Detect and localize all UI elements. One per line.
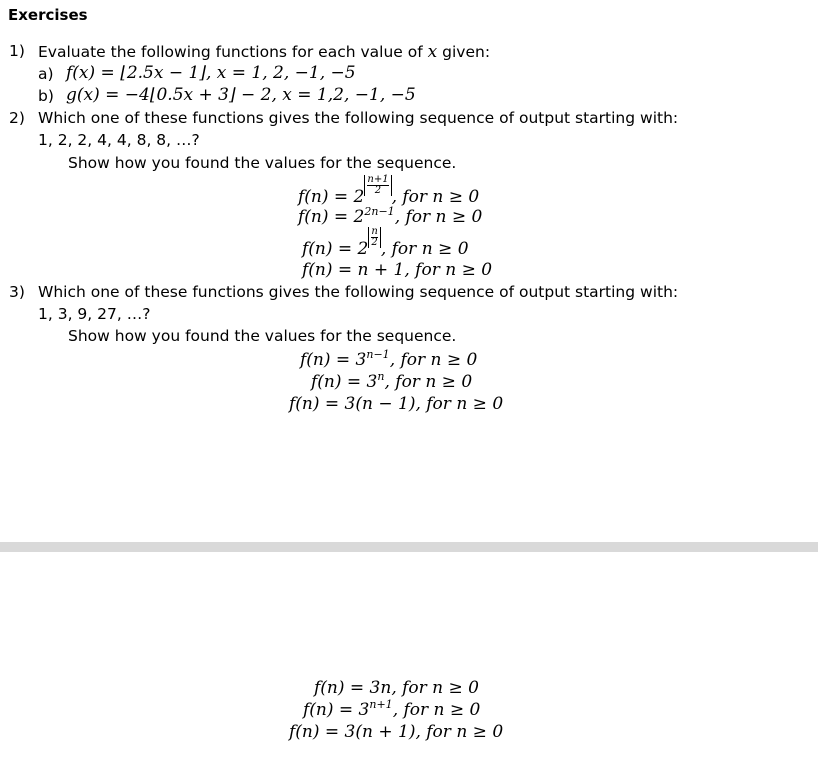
q3-sequence: 1, 3, 9, 27, …?: [38, 305, 151, 323]
q3-o2-right: , for n ≥ 0: [384, 372, 473, 392]
q3-instruction: Show how you found the values for the sequence.: [68, 327, 457, 345]
q3-o2-sup: n: [377, 370, 385, 383]
q3-o1-right: , for n ≥ 0: [389, 350, 478, 370]
q3-number: 3): [9, 283, 25, 301]
q2-option-4: f(n) = n + 1, for n ≥ 0: [302, 260, 493, 280]
q2-o1-exponent: [364, 175, 391, 196]
q1a-expr: f(x) = ⌊2.5x − 1⌋, x = 1, 2, −1, −5: [66, 63, 356, 83]
extra-o2-right: , for n ≥ 0: [392, 700, 481, 720]
q2-o1-num: n+1: [367, 174, 389, 185]
q2-o1-den: 2: [374, 185, 382, 196]
extra-option-1: f(n) = 3n, for n ≥ 0: [314, 678, 480, 698]
q1-text-after: given:: [442, 43, 491, 61]
q3-o1-left: f(n) = 3: [300, 350, 367, 370]
q1b-expr: g(x) = −4⌊0.5x + 3⌋ − 2, x = 1,2, −1, −5: [66, 85, 416, 105]
q1-var: x: [427, 42, 438, 62]
q2-number: 2): [9, 109, 25, 127]
q1-number: 1): [9, 42, 25, 60]
page-divider: [0, 542, 818, 552]
q3-option-3: f(n) = 3(n − 1), for n ≥ 0: [289, 394, 504, 414]
q2-text: Which one of these functions gives the following sequence of output starting with:: [38, 109, 679, 127]
q2-o2-right: , for n ≥ 0: [394, 207, 483, 227]
q2-sequence: 1, 2, 2, 4, 4, 8, 8, …?: [38, 131, 200, 149]
q2-o3-left: f(n) = 2: [302, 239, 369, 259]
q1a-label: a): [38, 65, 54, 83]
q3-option-2: [311, 372, 472, 394]
extra-o2-left: f(n) = 3: [303, 700, 370, 720]
q2-option-2: [298, 207, 482, 229]
q1-text: [38, 42, 490, 62]
extra-o2-sup: n+1: [369, 698, 393, 711]
extra-option-3: f(n) = 3(n + 1), for n ≥ 0: [289, 722, 504, 742]
q3-o2-left: f(n) = 3: [311, 372, 378, 392]
q2-option-3: [302, 226, 469, 259]
page-title: Exercises: [8, 6, 88, 24]
q2-o3-den: 2: [371, 237, 378, 248]
q2-o3-exponent: [368, 227, 380, 248]
q2-instruction: Show how you found the values for the sequence.: [68, 154, 457, 172]
q2-o3-right: , for n ≥ 0: [380, 239, 469, 259]
q2-option-1: [298, 174, 480, 207]
q3-o1-sup: n−1: [366, 348, 390, 361]
q2-o1-left: f(n) = 2: [298, 187, 365, 207]
q3-option-1: [300, 350, 477, 372]
q2-o1-right: , for n ≥ 0: [391, 187, 480, 207]
q2-o3-num: n: [371, 226, 378, 237]
extra-option-2: [303, 700, 480, 722]
q3-text: Which one of these functions gives the following sequence of output starting with:: [38, 283, 679, 301]
q1b-label: b): [38, 87, 54, 105]
q2-o2-sup: 2n−1: [364, 205, 395, 218]
q1-text-main: Evaluate the following functions for each value of: [38, 43, 423, 61]
q2-o2-left: f(n) = 2: [298, 207, 365, 227]
